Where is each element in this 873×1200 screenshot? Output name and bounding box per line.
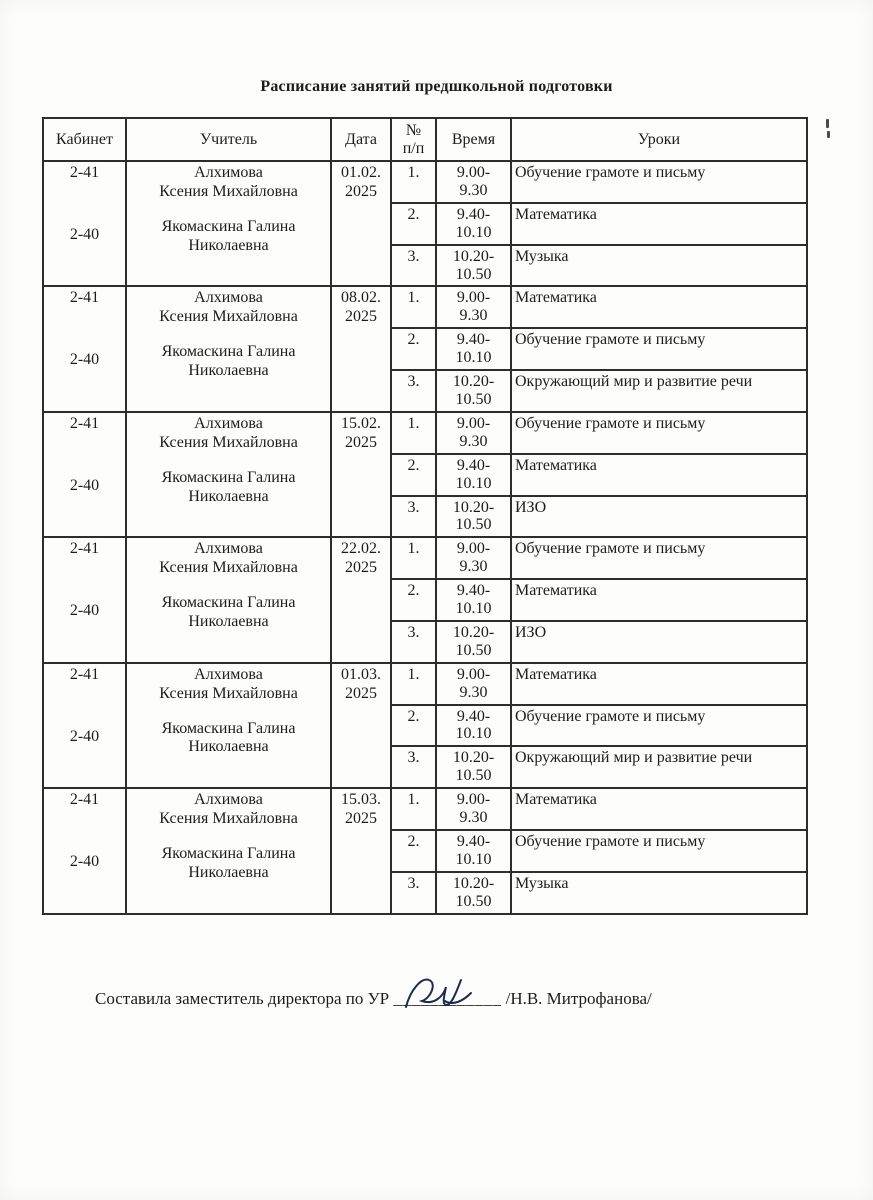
teacher-cell xyxy=(126,161,331,286)
time-line2: 10.10 xyxy=(455,349,492,367)
time-cell xyxy=(436,872,511,914)
lesson-number-cell: 1. xyxy=(391,537,436,579)
teacher-name-1-line2: Ксения Михайловна xyxy=(159,182,298,200)
lesson-cell: Математика xyxy=(511,203,807,245)
room-cell xyxy=(43,161,126,286)
teacher-name-2-line2: Николаевна xyxy=(188,612,269,630)
teacher-name-1 xyxy=(130,666,327,704)
teacher-name-2-line1: Якомаскина Галина xyxy=(161,217,296,235)
lesson-cell: Математика xyxy=(511,454,807,496)
teacher-name-1-line2: Ксения Михайловна xyxy=(159,810,298,828)
teacher-name-2-line2: Николаевна xyxy=(188,487,269,505)
lesson-cell: Обучение грамоте и письму xyxy=(511,412,807,454)
time-cell xyxy=(436,245,511,287)
schedule-row xyxy=(43,788,807,830)
time-cell xyxy=(436,537,511,579)
lesson-number-cell: 1. xyxy=(391,286,436,328)
teacher-name-1-line2: Ксения Михайловна xyxy=(159,559,298,577)
lesson-number-cell: 2. xyxy=(391,454,436,496)
teacher-name-2-line2: Николаевна xyxy=(188,362,269,380)
schedule-block xyxy=(43,537,807,662)
lesson-number-cell: 3. xyxy=(391,245,436,287)
time-cell xyxy=(436,161,511,203)
date-cell xyxy=(331,412,391,537)
teacher-cell xyxy=(126,286,331,411)
lesson-cell: Обучение грамоте и письму xyxy=(511,705,807,747)
time-line2: 10.50 xyxy=(455,892,492,910)
column-header-teacher: Учитель xyxy=(126,118,331,161)
time-line1: 9.00- xyxy=(456,540,491,558)
lesson-number-cell: 2. xyxy=(391,705,436,747)
time-line2: 10.50 xyxy=(455,265,492,283)
lesson-number-cell: 2. xyxy=(391,830,436,872)
teacher-name-2 xyxy=(130,720,327,758)
time-line2: 10.10 xyxy=(455,600,492,618)
time-cell xyxy=(436,203,511,245)
room-cell xyxy=(43,537,126,662)
lesson-cell: Музыка xyxy=(511,245,807,287)
teacher-name-2-line1: Якомаскина Галина xyxy=(161,719,296,737)
teacher-name-1-line1: Алхимова xyxy=(194,414,263,432)
lesson-number-cell: 3. xyxy=(391,872,436,914)
room-cell xyxy=(43,663,126,788)
teacher-name-1 xyxy=(130,791,327,829)
lesson-number-cell: 3. xyxy=(391,621,436,663)
schedule-block xyxy=(43,286,807,411)
signature-blank xyxy=(393,989,501,1009)
date-line2: 2025 xyxy=(345,559,377,577)
time-line1: 9.40- xyxy=(456,833,491,850)
teacher-name-1-line1: Алхимова xyxy=(194,665,263,683)
column-header-num-line2: п/п xyxy=(402,139,425,157)
lesson-number-cell: 1. xyxy=(391,412,436,454)
lesson-number-cell: 2. xyxy=(391,203,436,245)
lesson-cell: Музыка xyxy=(511,872,807,914)
teacher-name-1-line2: Ксения Михайловна xyxy=(159,684,298,702)
room-number-1: 2-41 xyxy=(69,665,100,683)
lesson-cell: Математика xyxy=(511,579,807,621)
room-number-1: 2-41 xyxy=(69,289,100,307)
schedule-table-header xyxy=(43,118,807,161)
time-line1: 9.00- xyxy=(456,164,491,181)
time-line2: 10.10 xyxy=(455,223,492,241)
time-line2: 10.10 xyxy=(455,474,492,492)
lesson-number-cell: 1. xyxy=(391,663,436,705)
room-number-2: 2-40 xyxy=(69,226,100,243)
room-number-2: 2-40 xyxy=(69,351,100,369)
time-cell xyxy=(436,579,511,621)
time-line1: 10.20- xyxy=(452,623,495,641)
time-line1: 9.00- xyxy=(456,791,491,809)
room-number-2: 2-40 xyxy=(69,727,100,745)
time-line1: 9.40- xyxy=(456,707,491,725)
column-header-num-line1: № xyxy=(405,121,422,139)
teacher-name-2-line1: Якомаскина Галина xyxy=(161,468,296,486)
time-line1: 9.40- xyxy=(456,456,491,474)
teacher-name-1 xyxy=(130,164,327,202)
time-line2: 9.30 xyxy=(459,432,488,450)
teacher-name-2-line1: Якомаскина Галина xyxy=(161,343,296,361)
teacher-name-2 xyxy=(130,469,327,507)
room-number-1: 2-41 xyxy=(69,791,100,809)
date-line2: 2025 xyxy=(345,308,377,326)
time-line2: 10.10 xyxy=(455,725,492,743)
date-line1: 15.03. xyxy=(341,791,381,809)
teacher-name-1 xyxy=(130,540,327,578)
lesson-number-cell: 2. xyxy=(391,579,436,621)
time-line2: 10.10 xyxy=(455,850,492,868)
time-line1: 9.00- xyxy=(456,414,491,432)
date-cell xyxy=(331,286,391,411)
page-title: Расписание занятий предшкольной подготовки xyxy=(260,78,613,95)
teacher-name-2 xyxy=(130,845,327,883)
schedule-row xyxy=(43,537,807,579)
date-cell xyxy=(331,161,391,286)
schedule-table xyxy=(42,117,808,915)
column-header-date: Дата xyxy=(331,118,391,161)
column-header-time: Время xyxy=(436,118,511,161)
time-cell xyxy=(436,621,511,663)
schedule-block xyxy=(43,161,807,286)
time-line2: 10.50 xyxy=(455,767,492,785)
teacher-name-2-line1: Якомаскина Галина xyxy=(161,844,296,862)
teacher-name-2-line2: Николаевна xyxy=(188,236,269,254)
teacher-name-2 xyxy=(130,594,327,632)
column-header-lessons: Уроки xyxy=(511,118,807,161)
date-line2: 2025 xyxy=(345,684,377,702)
teacher-cell xyxy=(126,412,331,537)
schedule-block xyxy=(43,663,807,788)
lesson-cell: Обучение грамоте и письму xyxy=(511,830,807,872)
time-line1: 9.40- xyxy=(456,205,491,223)
teacher-name-1-line1: Алхимова xyxy=(194,791,263,809)
time-line1: 10.20- xyxy=(452,373,495,391)
date-line2: 2025 xyxy=(345,810,377,828)
lesson-number-cell: 1. xyxy=(391,161,436,203)
teacher-cell xyxy=(126,663,331,788)
time-line1: 9.00- xyxy=(456,665,491,683)
teacher-cell xyxy=(126,537,331,662)
schedule-block xyxy=(43,412,807,537)
teacher-cell xyxy=(126,788,331,913)
date-line2: 2025 xyxy=(345,182,377,200)
teacher-name-1 xyxy=(130,415,327,453)
teacher-name-1 xyxy=(130,289,327,327)
time-line2: 10.50 xyxy=(455,516,492,534)
time-line1: 9.00- xyxy=(456,289,491,307)
time-cell xyxy=(436,663,511,705)
time-cell xyxy=(436,328,511,370)
schedule-block xyxy=(43,788,807,913)
header-row xyxy=(43,118,807,161)
lesson-cell: Математика xyxy=(511,663,807,705)
schedule-row xyxy=(43,286,807,328)
date-line1: 15.02. xyxy=(341,414,381,432)
date-cell xyxy=(331,537,391,662)
lesson-cell: ИЗО xyxy=(511,621,807,663)
time-cell xyxy=(436,412,511,454)
signer-name: /Н.В. Митрофанова/ xyxy=(505,988,652,1008)
column-header-room: Кабинет xyxy=(43,118,126,161)
lesson-cell: Обучение грамоте и письму xyxy=(511,537,807,579)
date-line1: 01.03. xyxy=(341,665,381,683)
time-cell xyxy=(436,370,511,412)
lesson-number-cell: 3. xyxy=(391,496,436,538)
schedule-row xyxy=(43,412,807,454)
lesson-cell: Окружающий мир и развитие речи xyxy=(511,746,807,788)
time-line2: 9.30 xyxy=(459,683,488,701)
teacher-name-2-line1: Якомаскина Галина xyxy=(161,594,296,612)
time-cell xyxy=(436,746,511,788)
teacher-name-2-line2: Николаевна xyxy=(188,738,269,756)
room-number-1: 2-41 xyxy=(69,164,100,181)
date-line1: 08.02. xyxy=(341,289,381,307)
teacher-name-1-line1: Алхимова xyxy=(194,289,263,307)
date-line1: 01.02. xyxy=(341,164,381,181)
time-cell xyxy=(436,454,511,496)
room-cell xyxy=(43,788,126,913)
date-line2: 2025 xyxy=(345,433,377,451)
lesson-cell: Обучение грамоте и письму xyxy=(511,328,807,370)
schedule-row xyxy=(43,663,807,705)
lesson-cell: Математика xyxy=(511,286,807,328)
footer-line xyxy=(95,989,873,1009)
signature-underscores: ____________ xyxy=(393,988,502,1008)
lesson-number-cell: 3. xyxy=(391,746,436,788)
room-cell xyxy=(43,286,126,411)
room-cell xyxy=(43,412,126,537)
time-line1: 10.20- xyxy=(452,749,495,767)
lesson-cell: Окружающий мир и развитие речи xyxy=(511,370,807,412)
time-line2: 9.30 xyxy=(459,181,488,199)
teacher-name-1-line1: Алхимова xyxy=(194,164,263,181)
time-line1: 9.40- xyxy=(456,331,491,349)
time-cell xyxy=(436,788,511,830)
column-header-num xyxy=(391,118,436,161)
teacher-name-1-line2: Ксения Михайловна xyxy=(159,308,298,326)
time-line1: 10.20- xyxy=(452,874,495,892)
footer-text: Составила заместитель директора по УР xyxy=(95,988,390,1008)
teacher-name-2 xyxy=(130,343,327,381)
date-line1: 22.02. xyxy=(341,540,381,558)
time-line1: 9.40- xyxy=(456,582,491,600)
teacher-name-2 xyxy=(130,218,327,256)
time-line2: 9.30 xyxy=(459,558,488,576)
time-cell xyxy=(436,286,511,328)
lesson-cell: ИЗО xyxy=(511,496,807,538)
room-number-2: 2-40 xyxy=(69,476,100,494)
time-cell xyxy=(436,830,511,872)
room-number-2: 2-40 xyxy=(69,853,100,871)
time-line2: 10.50 xyxy=(455,390,492,408)
time-line2: 10.50 xyxy=(455,641,492,659)
lesson-number-cell: 3. xyxy=(391,370,436,412)
lesson-number-cell: 2. xyxy=(391,328,436,370)
time-line2: 9.30 xyxy=(459,809,488,827)
lesson-cell: Математика xyxy=(511,788,807,830)
scan-artifact xyxy=(827,131,830,138)
date-cell xyxy=(331,788,391,913)
date-cell xyxy=(331,663,391,788)
teacher-name-2-line2: Николаевна xyxy=(188,863,269,881)
lesson-number-cell: 1. xyxy=(391,788,436,830)
time-line1: 10.20- xyxy=(452,247,495,265)
room-number-2: 2-40 xyxy=(69,602,100,620)
lesson-cell: Обучение грамоте и письму xyxy=(511,161,807,203)
teacher-name-1-line1: Алхимова xyxy=(194,540,263,558)
time-cell xyxy=(436,496,511,538)
teacher-name-1-line2: Ксения Михайловна xyxy=(159,433,298,451)
time-line1: 10.20- xyxy=(452,498,495,516)
room-number-1: 2-41 xyxy=(69,540,100,558)
schedule-row xyxy=(43,161,807,203)
room-number-1: 2-41 xyxy=(69,414,100,432)
time-cell xyxy=(436,705,511,747)
scan-artifact xyxy=(826,119,829,128)
time-line2: 9.30 xyxy=(459,307,488,325)
